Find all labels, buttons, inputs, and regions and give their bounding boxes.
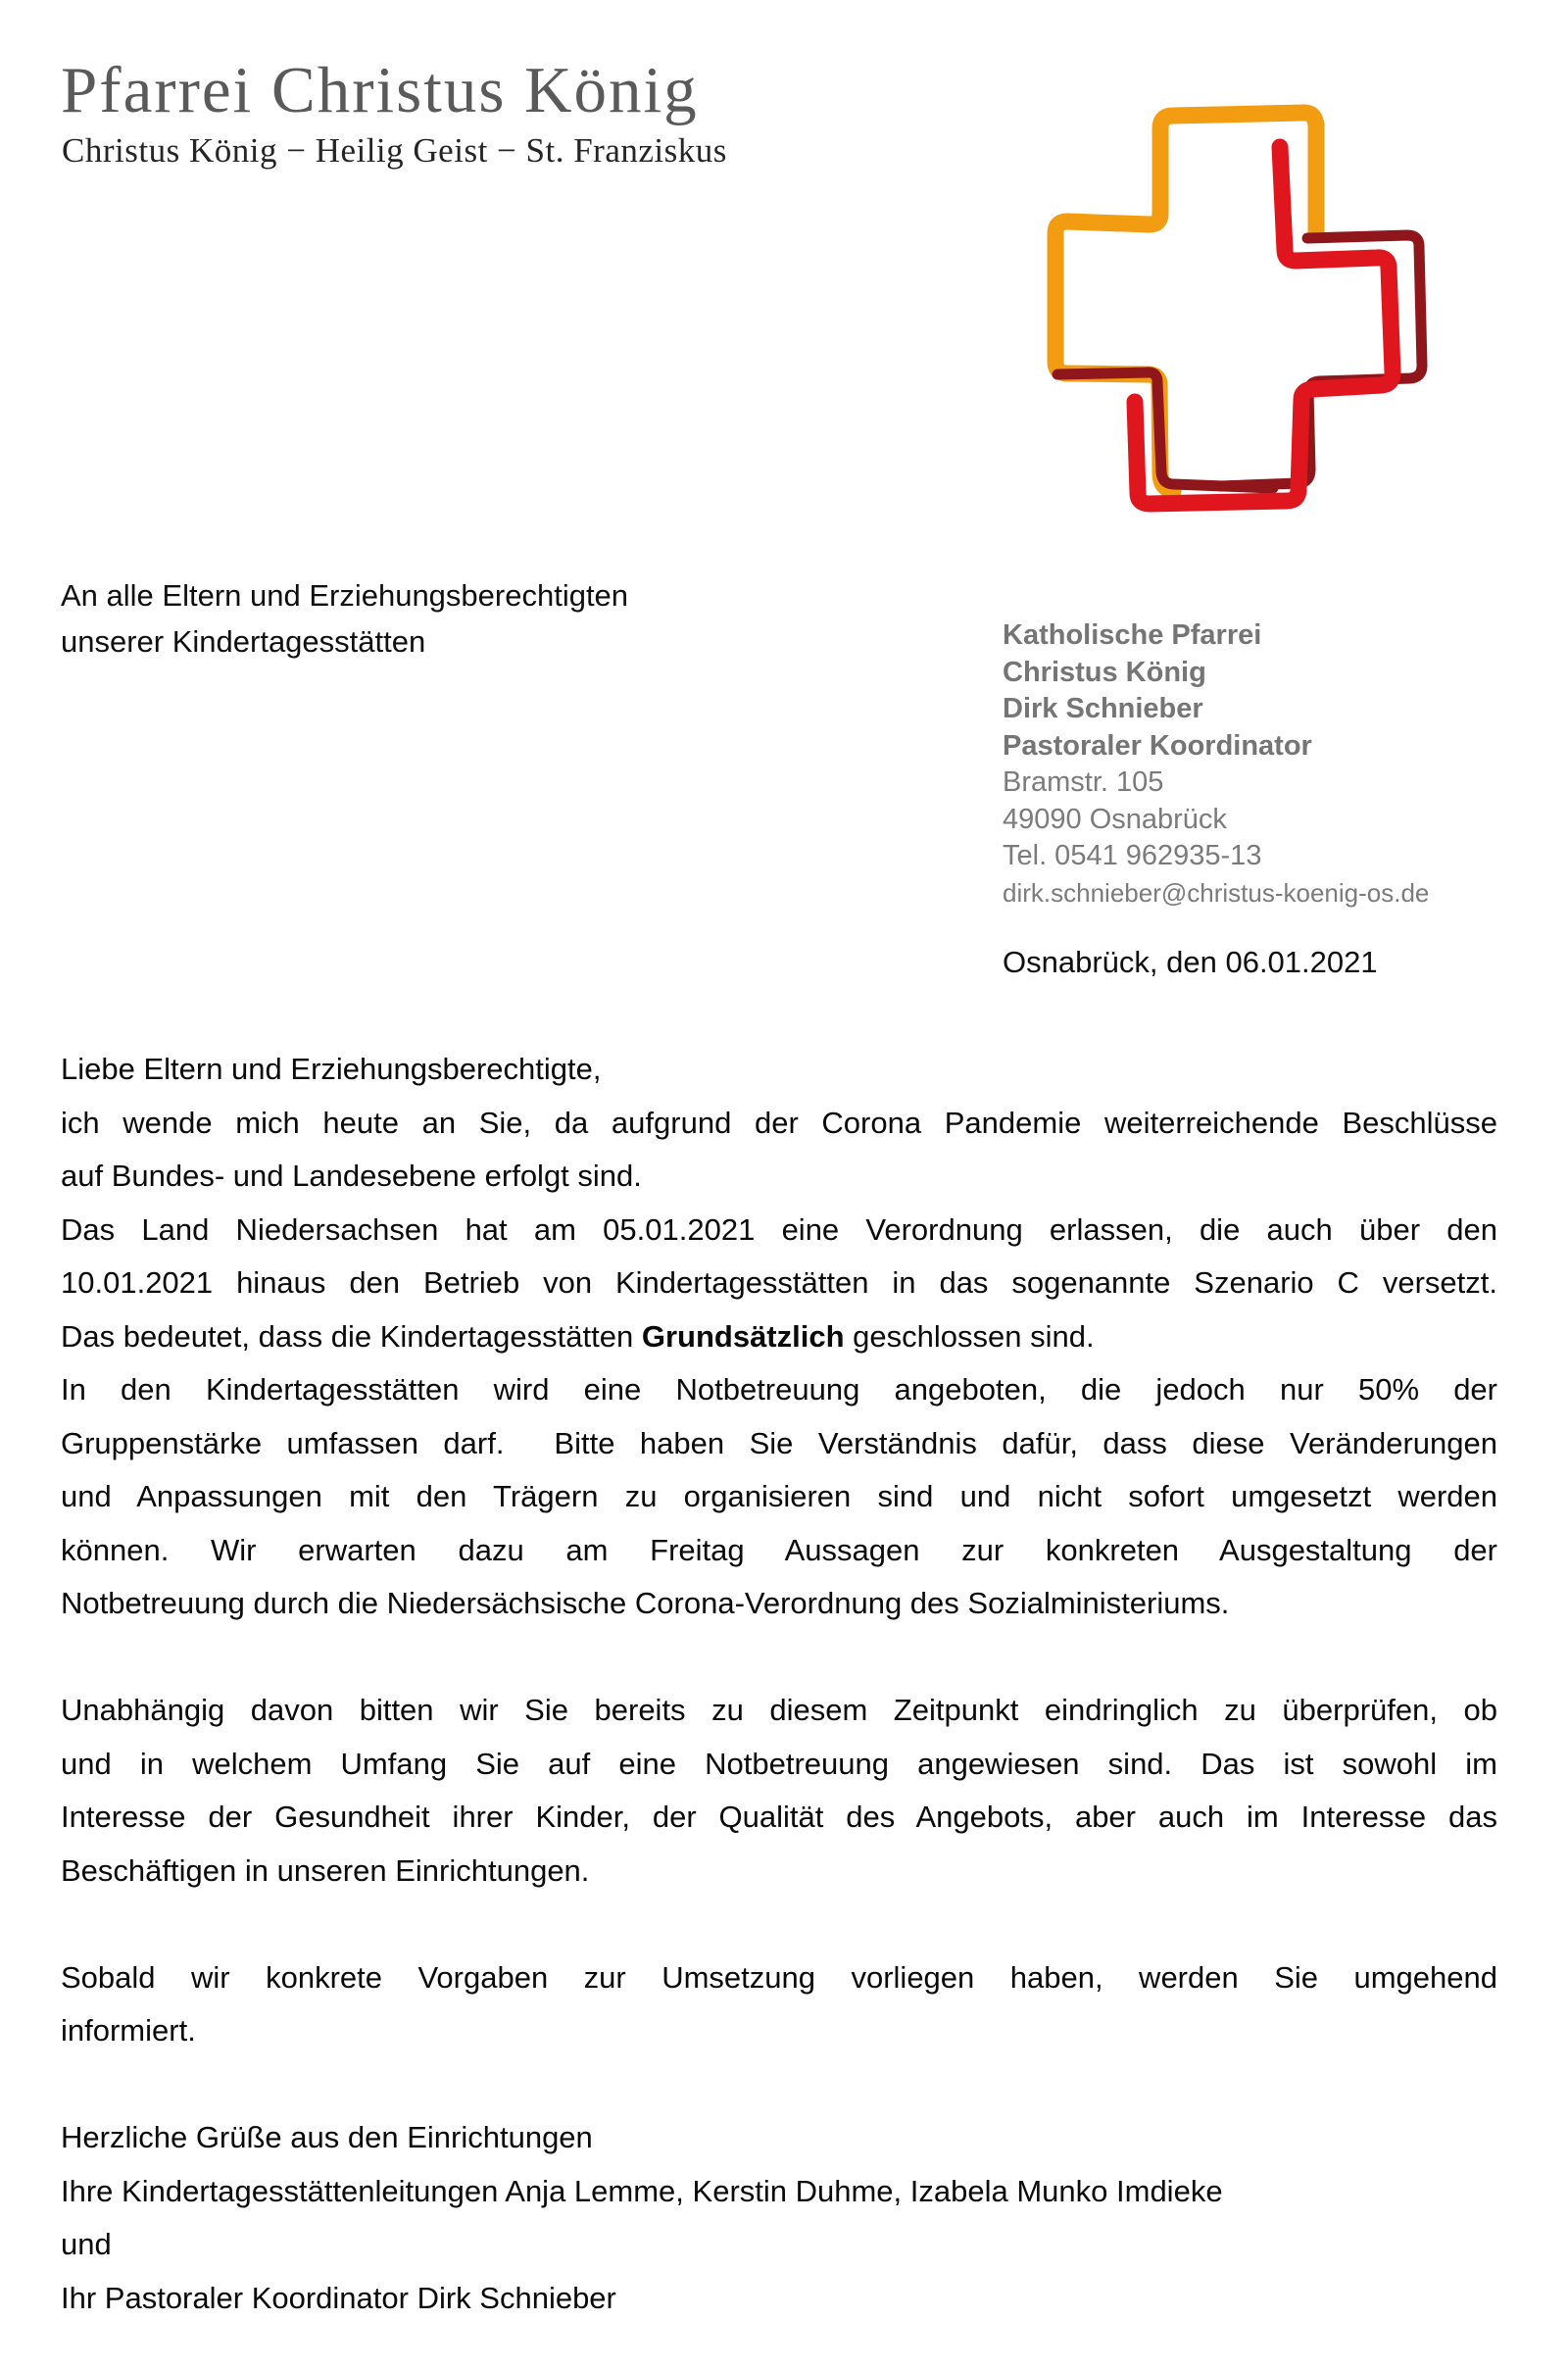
- paragraph-gap: [61, 1898, 1497, 1951]
- paragraph-gap: [61, 1631, 1497, 1685]
- body-line: können. Wir erwarten dazu am Freitag Aussagen zur konkreten Ausgestaltung der: [61, 1532, 1497, 1567]
- cross-stroke-red: [1135, 147, 1393, 504]
- sender-email: dirk.schnieber@christus-koenig-os.de: [1003, 877, 1430, 908]
- body-line: 10.01.2021 hinaus den Betrieb von Kindertagesstätten in das sogenannte Szenario C versetzt.: [61, 1265, 1497, 1300]
- body-line: auf Bundes- und Landesebene erfolgt sind.: [61, 1159, 642, 1193]
- body-line: In den Kindertagesstätten wird eine Notbetreuung angeboten, die jedoch nur 50% der: [61, 1372, 1497, 1407]
- parish-subtitle: Christus König − Heilig Geist − St. Franziskus: [62, 131, 727, 170]
- sender-line: Bramstr. 105: [1003, 766, 1164, 798]
- body-line: Das bedeutet, dass die Kindertagesstätten Grundsätzlich geschlossen sind.: [61, 1318, 1095, 1354]
- sender-line: Pastoraler Koordinator: [1003, 729, 1312, 762]
- sender-line: Katholische Pfarrei: [1003, 619, 1262, 651]
- emphasis-bold: Grundsätzlich: [641, 1318, 845, 1354]
- body-line: Ihr Pastoraler Koordinator Dirk Schnieber: [61, 2280, 616, 2315]
- paragraph-gap: [61, 2058, 1497, 2112]
- body-line: Ihre Kindertagesstättenleitungen Anja Lemme, Kerstin Duhme, Izabela Munko Imdieke: [61, 2173, 1223, 2208]
- sender-line: Dirk Schnieber: [1003, 693, 1203, 724]
- body-line: und in welchem Umfang Sie auf eine Notbetreuung angewiesen sind. Das ist sowohl im: [61, 1746, 1497, 1781]
- letter-body: [61, 1043, 1497, 2325]
- body-line: Beschäftigen in unseren Einrichtungen.: [61, 1852, 590, 1888]
- body-line: Herzliche Grüße aus den Einrichtungen: [61, 2120, 593, 2154]
- body-line: informiert.: [61, 2013, 196, 2048]
- body-line: und Anpassungen mit den Trägern zu organisieren sind und nicht sofort umgesetzt werden: [61, 1479, 1497, 1513]
- recipient-line: An alle Eltern und Erziehungsberechtigten: [61, 578, 629, 613]
- body-line: Liebe Eltern und Erziehungsberechtigte,: [61, 1052, 602, 1086]
- sender-line: 49090 Osnabrück: [1003, 803, 1227, 835]
- body-line: Das Land Niedersachsen hat am 05.01.2021 eine Verordnung erlassen, die auch über den: [61, 1211, 1497, 1247]
- recipient-line: unserer Kindertagesstätten: [61, 624, 426, 659]
- body-line: ich wende mich heute an Sie, da aufgrund der Corona Pandemie weiterreichende Beschlüsse: [61, 1105, 1497, 1140]
- parish-title: Pfarrei Christus König: [61, 54, 699, 126]
- body-line: Notbetreuung durch die Niedersächsische Corona-Verordnung des Sozialministeriums.: [61, 1586, 1230, 1620]
- sender-line: Christus König: [1003, 656, 1206, 688]
- sender-contact-block: [1003, 617, 1429, 912]
- body-line: und: [61, 2227, 112, 2261]
- date-line: Osnabrück, den 06.01.2021: [1003, 945, 1378, 979]
- body-line: Unabhängig davon bitten wir Sie bereits zu diesem Zeitpunkt eindringlich zu überprüfen, ob: [61, 1693, 1497, 1727]
- body-line: Gruppenstärke umfassen darf. Bitte haben Sie Verständnis dafür, dass diese Veränderungen: [61, 1425, 1497, 1460]
- body-line: Sobald wir konkrete Vorgaben zur Umsetzung vorliegen haben, werden Sie umgehend: [61, 1959, 1497, 1995]
- recipient-block: [61, 572, 628, 665]
- sender-line: Tel. 0541 962935-13: [1003, 840, 1262, 871]
- body-line: Interesse der Gesundheit ihrer Kinder, der Qualität des Angebots, aber auch im Interesse das: [61, 1800, 1497, 1834]
- parish-cross-logo: [980, 78, 1470, 549]
